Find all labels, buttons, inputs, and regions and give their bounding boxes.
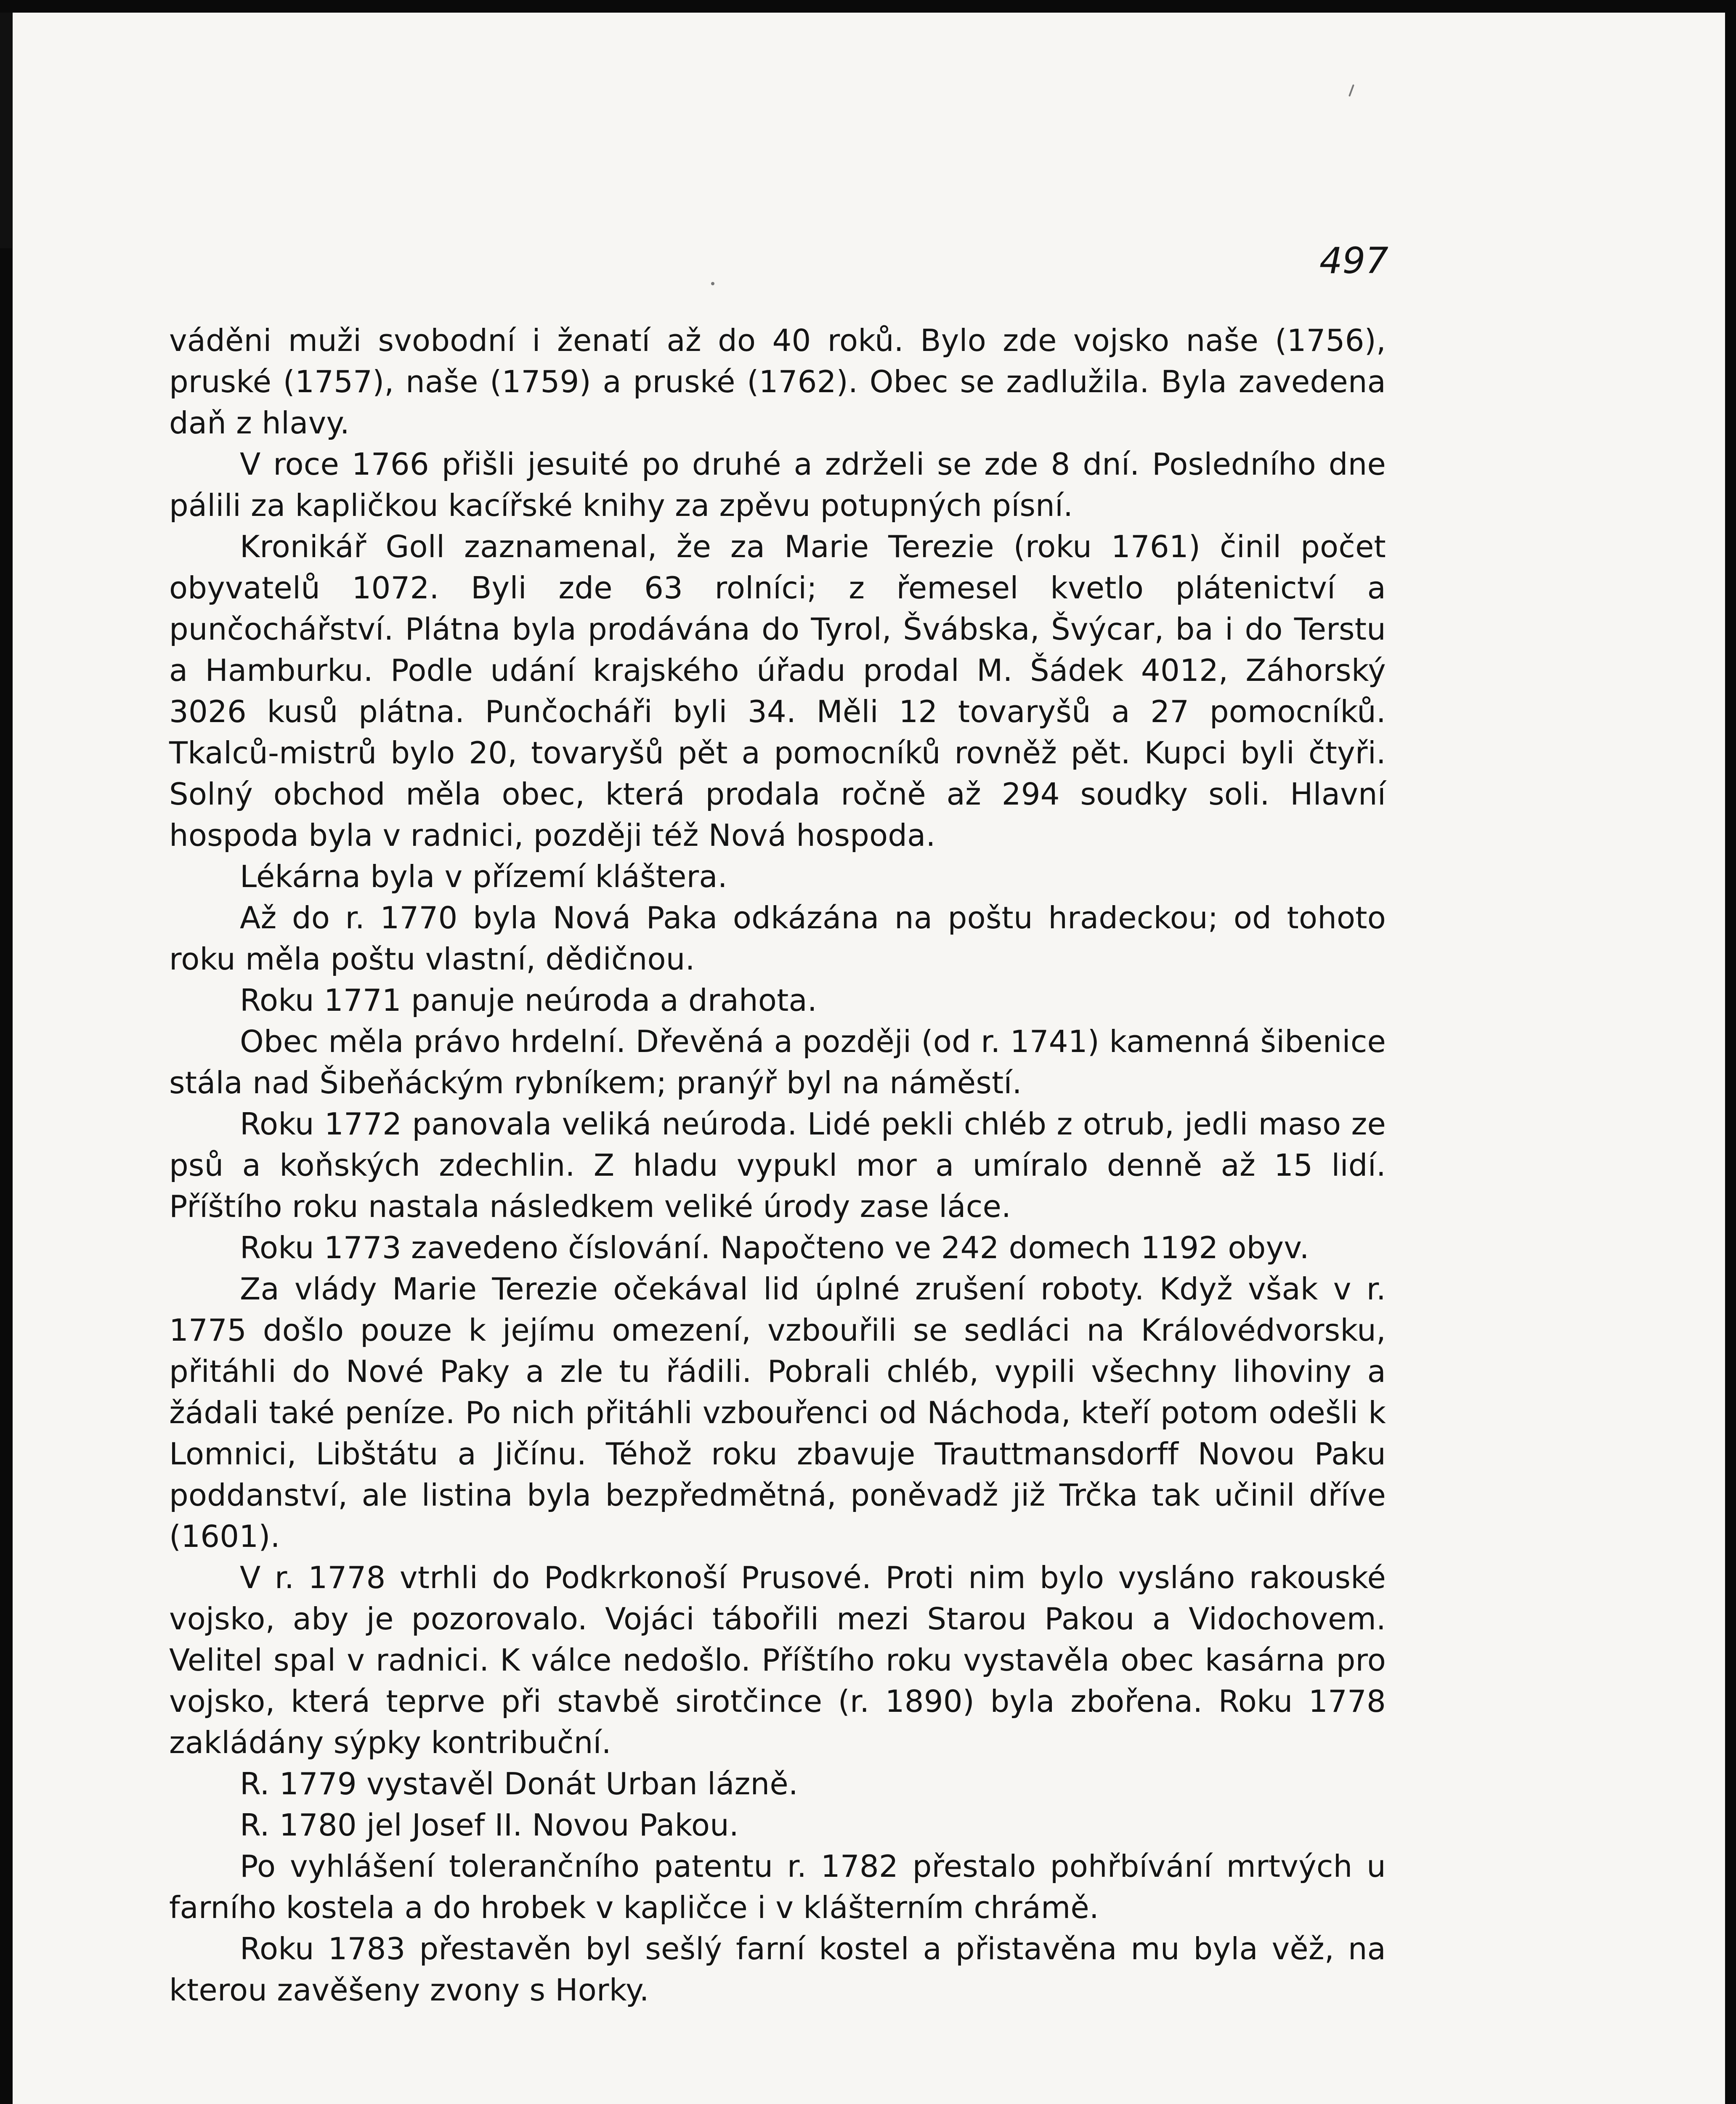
paragraph-9: Roku 1773 zavedeno číslování. Napočteno ve 242 domech 1192 obyv. bbox=[240, 1230, 1309, 1265]
paragraph-7: Obec měla právo hrdelní. Dřevěná a později (od r. 1741) kamenná šibenice stála nad Šibeňáckým rybníkem; pranýř byl na náměstí. bbox=[169, 1024, 1386, 1100]
body-text bbox=[169, 320, 1386, 2011]
book-page bbox=[13, 13, 1725, 2104]
paragraph-4: Lékárna byla v přízemí kláštera. bbox=[240, 859, 727, 894]
scan-speck bbox=[711, 282, 714, 285]
paragraph-11: V r. 1778 vtrhli do Podkrkonoší Prusové. Proti nim bylo vysláno rakouské vojsko, aby je pozorovalo. Vojáci tábořili mezi Starou Pakou a Vidochovem. Velitel spal v radnici. K válce nedošlo. Příštího roku vystavěla obec kasárna pro vojsko, která teprve při stavbě sirotčince (r. 1890) byla zbořena. Roku 1778 zakládány sýpky kontribuční. bbox=[169, 1560, 1386, 1760]
paragraph-6: Roku 1771 panuje neúroda a drahota. bbox=[240, 983, 817, 1018]
scan-speck bbox=[1348, 84, 1354, 97]
paragraph-10: Za vlády Marie Terezie očekával lid úplné zrušení roboty. Když však v r. 1775 došlo pouze k jejímu omezení, vzbouřili se sedláci na Královédvorsku, přitáhli do Nové Paky a zle tu řádili. Pobrali chléb, vypili všechny lihoviny a žádali také peníze. Po nich přitáhli vzbouřenci od Náchoda, kteří potom odešli k Lomnici, Libštátu a Jičínu. Téhož roku zbavuje Trauttmansdorff Novou Paku poddanství, ale listina byla bezpředmětná, poněvadž již Trčka tak učinil dříve (1601). bbox=[169, 1271, 1386, 1554]
paragraph-2: V roce 1766 přišli jesuité po druhé a zdrželi se zde 8 dní. Posledního dne pálili za kapličkou kacířské knihy za zpěvu potupných písní. bbox=[169, 446, 1386, 523]
paragraph-14: Po vyhlášení tolerančního patentu r. 1782 přestalo pohřbívání mrtvých u farního kostela a do hrobek v kapličce i v klášterním chrámě. bbox=[169, 1849, 1386, 1925]
paragraph-3: Kronikář Goll zaznamenal, že za Marie Terezie (roku 1761) činil počet obyvatelů 1072. Byli zde 63 rolníci; z řemesel kvetlo plátenictví a punčochářství. Plátna byla prodávána do Tyrol, Švábska, Švýcar, ba i do Terstu a Hamburku. Podle udání krajského úřadu prodal M. Šádek 4012, Záhorský 3026 kusů plátna. Punčocháři byli 34. Měli 12 tovaryšů a 27 pomocníků. Tkalců-mistrů bylo 20, tovaryšů pět a pomocníků rovněž pět. Kupci byli čtyři. Solný obchod měla obec, která prodala ročně až 294 soudky soli. Hlavní hospoda byla v radnici, později též Nová hospoda. bbox=[169, 529, 1386, 853]
page-number: 497 bbox=[1319, 240, 1388, 282]
paragraph-13: R. 1780 jel Josef II. Novou Pakou. bbox=[240, 1807, 739, 1843]
paragraph-15: Roku 1783 přestavěn byl sešlý farní kostel a přistavěna mu byla věž, na kterou zavěšeny zvony s Horky. bbox=[169, 1931, 1386, 2008]
paragraph-1: váděni muži svobodní i ženatí až do 40 roků. Bylo zde vojsko naše (1756), pruské (1757), naše (1759) a pruské (1762). Obec se zadlužila. Byla zavedena daň z hlavy. bbox=[169, 323, 1386, 441]
paragraph-8: Roku 1772 panovala veliká neúroda. Lidé pekli chléb z otrub, jedli maso ze psů a koňských zdechlin. Z hladu vypukl mor a umíralo denně až 15 lidí. Příštího roku nastala následkem veliké úrody zase láce. bbox=[169, 1106, 1386, 1224]
paragraph-12: R. 1779 vystavěl Donát Urban lázně. bbox=[240, 1766, 798, 1801]
scan-edge-mark bbox=[0, 13, 12, 248]
paragraph-5: Až do r. 1770 byla Nová Paka odkázána na poštu hradeckou; od tohoto roku měla poštu vlastní, dědičnou. bbox=[169, 900, 1386, 977]
